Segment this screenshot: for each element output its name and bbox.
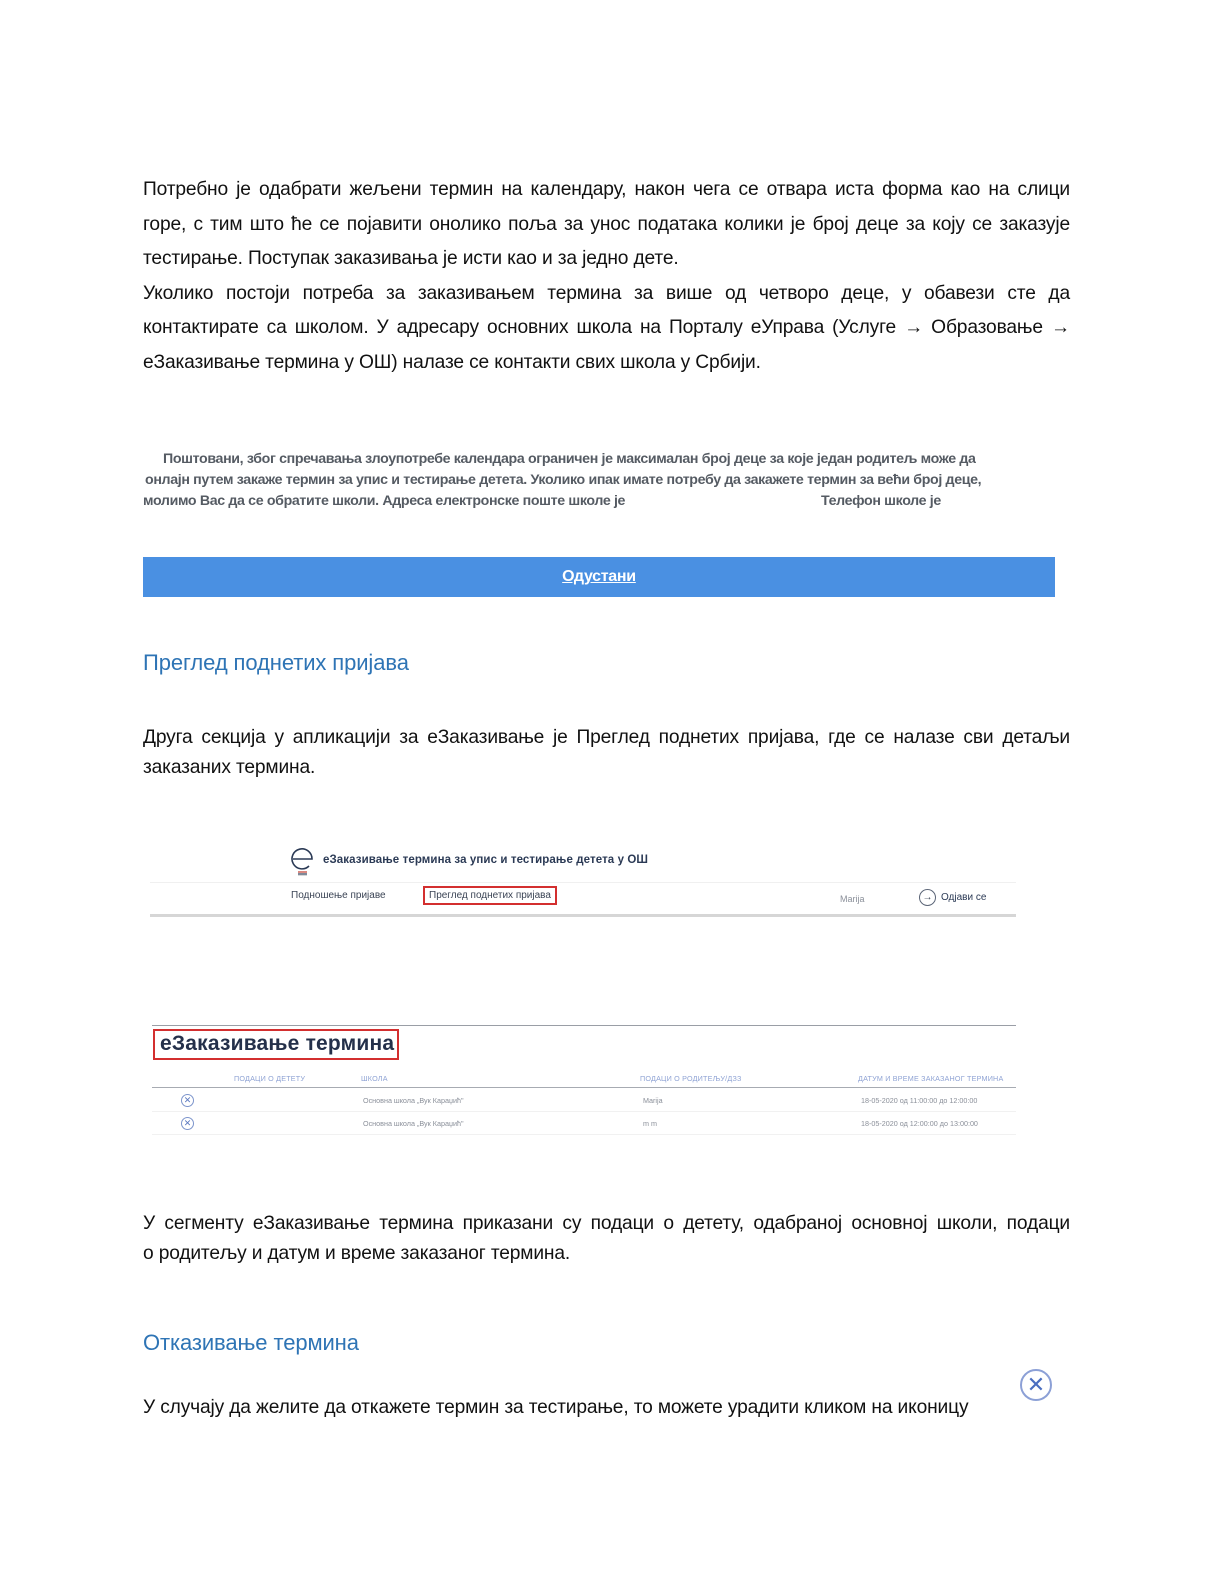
section1-paragraph: [143, 721, 1070, 785]
intro-line: контактирате са школом. У адресару основних школа на Порталу еУправа (Услуге → Образовање →: [143, 317, 1070, 338]
cell-datetime: 18-05-2020 од 12:00:00 до 13:00:00: [861, 1119, 978, 1128]
divider: [152, 1025, 1016, 1026]
cancel-button[interactable]: Одустани: [143, 557, 1055, 597]
table-row: [152, 1089, 1016, 1112]
limit-notice: [143, 449, 1055, 512]
divider: [150, 882, 1016, 883]
cell-parent: Marija: [643, 1096, 663, 1105]
cell-school: Основна школа „Вук Караџић": [363, 1096, 464, 1105]
cancel-appointment-icon[interactable]: ✕: [181, 1117, 194, 1130]
intro-line: еЗаказивање термина у ОШ) налазе се контакти свих школа у Србији.: [143, 351, 761, 373]
divider: [152, 1087, 1016, 1088]
summary-paragraph: [143, 1207, 1070, 1271]
nav-submit-application[interactable]: Подношење пријаве: [291, 890, 386, 901]
cell-school: Основна школа „Вук Караџић": [363, 1119, 464, 1128]
appointments-screenshot: [152, 1023, 1016, 1138]
cell-datetime: 18-05-2020 од 11:00:00 до 12:00:00: [861, 1096, 978, 1105]
app-header-screenshot: [150, 840, 1016, 920]
user-name: Marija: [840, 894, 865, 904]
e-logo-icon: [290, 846, 316, 876]
section2-line: У случају да желите да откажете термин за тестирање, то можете урадити кликом на иконицу: [143, 1397, 969, 1418]
table-row: [152, 1112, 1016, 1135]
intro-line: Потребно је одабрати жељени термин на календару, након чега се отвара иста форма као на слици: [143, 179, 1070, 200]
divider: [150, 914, 1016, 917]
intro-paragraph: [143, 173, 1070, 380]
logout-label: Одјави се: [941, 892, 987, 903]
section-heading-review: Преглед поднетих пријава: [143, 650, 409, 675]
column-header-datetime: ДАТУМ И ВРЕМЕ ЗАКАЗАНОГ ТЕРМИНА: [858, 1074, 1004, 1083]
column-header-school: ШКОЛА: [361, 1074, 388, 1083]
logout-button[interactable]: [919, 889, 986, 906]
intro-line: Уколико постоји потреба за заказивањем термина за више од четворо деце, у обавези сте да: [143, 282, 1070, 304]
arrow-right-circle-icon: →: [919, 889, 936, 906]
notice-line: Поштовани, због спречавања злоупотребе календара ограничен је максималан број деце за које један родитељ може да: [163, 451, 976, 467]
notice-phone-label: Телефон школе је: [821, 493, 941, 509]
summary-line: У сегменту еЗаказивање термина приказани су подаци о детету, одабраној основној школи, подаци: [143, 1213, 1070, 1234]
notice-line: онлајн путем закаже термин за упис и тестирање детета. Уколико ипак имате потребу да закажете термин за већи број деце,: [145, 472, 982, 488]
section1-line: заказаних термина.: [143, 756, 316, 778]
section-heading-cancel: Отказивање термина: [143, 1330, 359, 1355]
intro-line: горе, с тим што ће се појавити онолико поља за унос података колики је број деце за коју се заказује: [143, 213, 1070, 235]
summary-line: о родитељу и датум и време заказаног термина.: [143, 1242, 571, 1264]
column-header-parent: ПОДАЦИ О РОДИТЕЉУ/ДЗЗ: [640, 1074, 742, 1083]
app-title: еЗаказивање термина за упис и тестирање детета у ОШ: [323, 854, 649, 866]
nav-review-applications[interactable]: Преглед поднетих пријава: [423, 886, 557, 905]
section1-line: Друга секција у апликацији за еЗаказивање је Преглед поднетих пријава, где се налазе сви детаљи: [143, 727, 1070, 748]
appointments-title: еЗаказивање термина: [153, 1029, 399, 1060]
notice-line: [143, 491, 1055, 512]
intro-line: тестирање. Поступак заказивања је исти као и за једно дете.: [143, 248, 679, 269]
section2-paragraph: [143, 1391, 1023, 1426]
cancel-circle-icon: ✕: [1020, 1369, 1052, 1401]
cancel-appointment-icon[interactable]: ✕: [181, 1094, 194, 1107]
cell-parent: m m: [643, 1119, 657, 1128]
notice-email-label: молимо Вас да се обратите школи. Адреса електронске поште школе је: [143, 493, 626, 509]
column-header-child: ПОДАЦИ О ДЕТЕТУ: [234, 1074, 306, 1083]
